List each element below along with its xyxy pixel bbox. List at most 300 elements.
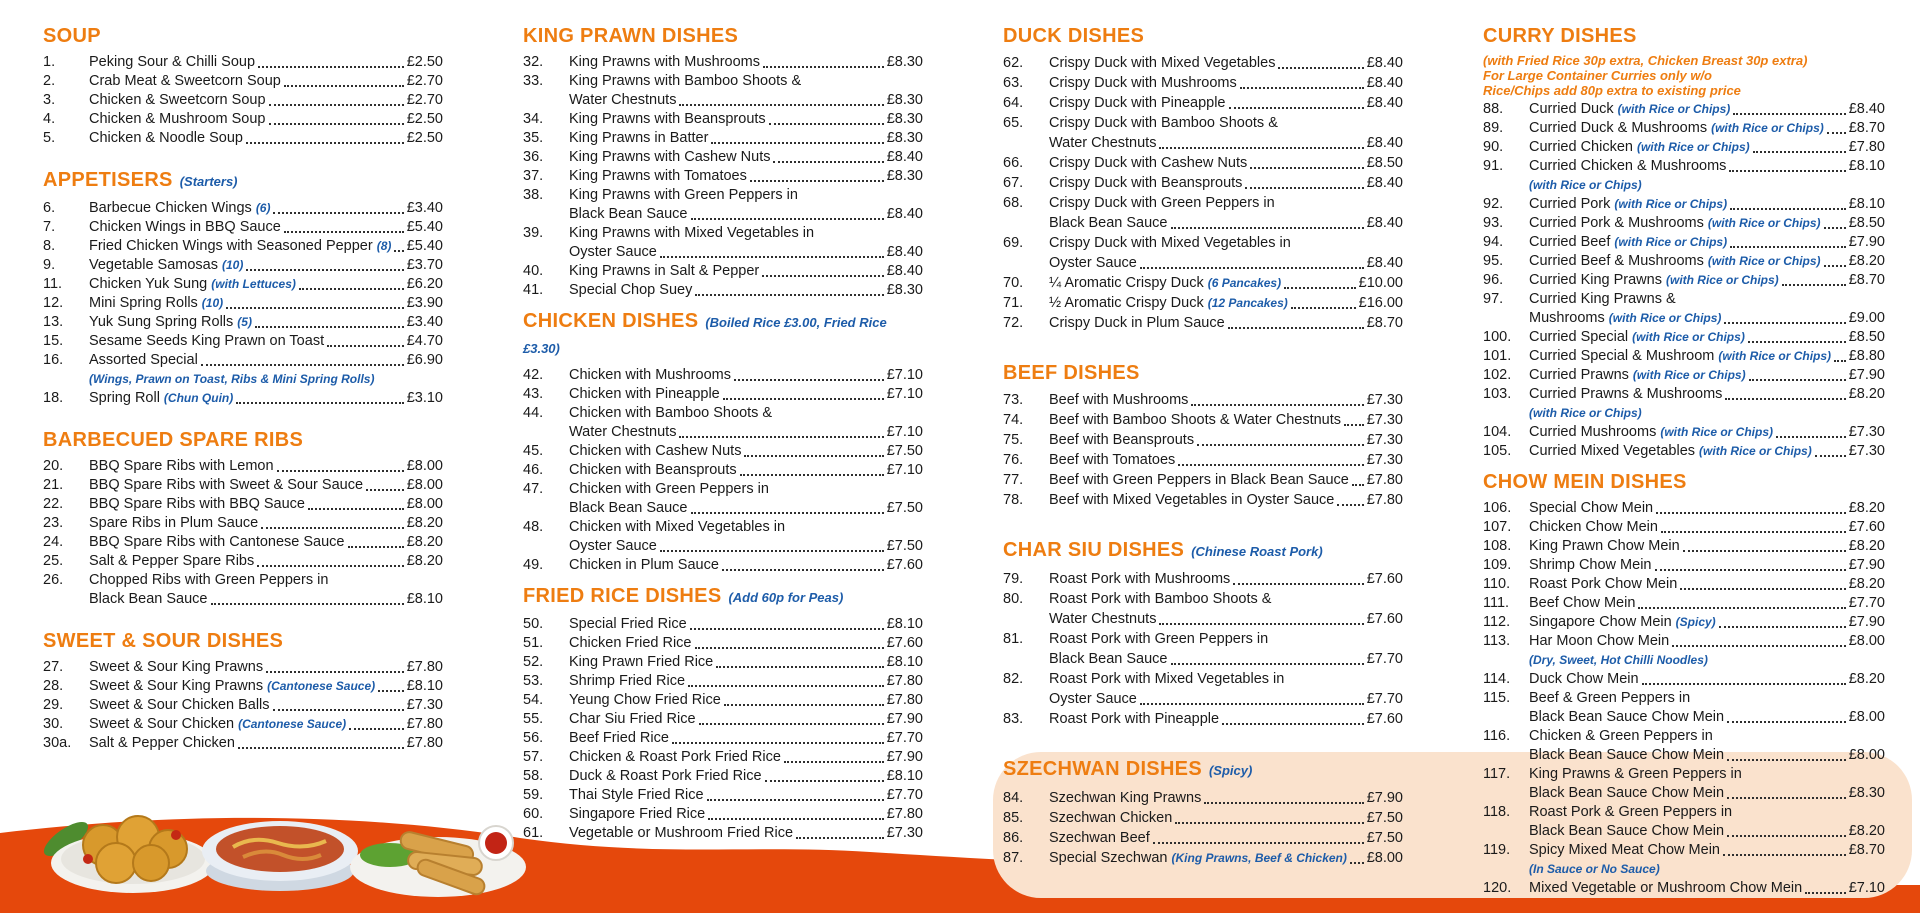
item-price: £8.80: [1848, 348, 1885, 364]
item-name: [1049, 390, 1188, 410]
item-price: £2.50: [406, 54, 443, 70]
dot-leader: [1733, 113, 1845, 115]
item-number: 12.: [43, 295, 64, 311]
item-name-text: Black Bean Sauce: [1049, 651, 1168, 667]
item-name-text: Chicken & Sweetcorn Soup: [89, 92, 266, 108]
item-number: 26.: [43, 572, 64, 588]
item-name-text: ½ Aromatic Crispy Duck: [1049, 295, 1204, 311]
section-title-text: CURRY DISHES: [1483, 25, 1637, 47]
menu-items-list: [523, 366, 923, 575]
dot-leader: [690, 628, 884, 630]
menu-item-row: [1003, 589, 1403, 609]
item-name: [89, 129, 243, 148]
item-price: £8.20: [1848, 671, 1885, 687]
item-price: £7.80: [886, 673, 923, 689]
item-name-text: BBQ Spare Ribs with Lemon: [89, 458, 274, 474]
item-name: [1529, 841, 1720, 860]
dot-leader: [740, 474, 884, 476]
dot-leader: [1655, 569, 1846, 571]
dot-leader: [366, 489, 404, 491]
item-name-text: King Prawns with Cashew Nuts: [569, 149, 771, 165]
item-name-text: Crispy Duck with Mushrooms: [1049, 75, 1237, 91]
item-number: 49.: [523, 557, 544, 573]
item-name-text: Yuk Sung Spring Rolls: [89, 314, 234, 330]
menu-item-row: [43, 332, 443, 351]
menu-item-row: [1003, 848, 1403, 868]
item-inline-note: (12 Pancakes): [1207, 296, 1288, 310]
menu-item-row: [43, 199, 443, 218]
item-name-text: Chicken & Mushroom Soup: [89, 111, 266, 127]
item-inline-note: (with Rice or Chips): [1529, 406, 1642, 420]
menu-item-row: [1003, 313, 1403, 333]
item-number: 23.: [43, 515, 64, 531]
menu-item-row: [43, 91, 443, 110]
item-name-text: BBQ Spare Ribs with BBQ Sauce: [89, 496, 305, 512]
item-name: [1529, 442, 1812, 461]
menu-item-row: [523, 461, 923, 480]
item-name: [89, 72, 281, 91]
item-number: 97.: [1483, 291, 1504, 307]
item-price: £8.30: [886, 282, 923, 298]
menu-item-row: [1483, 575, 1885, 594]
menu-item-row: [1003, 113, 1403, 133]
item-name-text: Oyster Sauce: [569, 538, 657, 554]
menu-section: [1003, 24, 1403, 333]
item-name-text: Curried Chicken & Mushrooms: [1529, 158, 1727, 174]
item-price: £7.90: [1366, 790, 1403, 806]
item-price: £7.90: [886, 711, 923, 727]
item-number: 38.: [523, 187, 544, 203]
dot-leader: [1191, 404, 1363, 406]
item-inline-note: (with Rice or Chips): [1529, 178, 1642, 192]
item-price: £3.70: [406, 257, 443, 273]
item-name-text: Curried Prawns: [1529, 367, 1629, 383]
item-name-text: Crispy Duck in Plum Sauce: [1049, 315, 1225, 331]
menu-item-row: [523, 129, 923, 148]
dot-leader: [1291, 307, 1356, 309]
item-price: £8.40: [1366, 135, 1403, 151]
dot-leader: [257, 565, 403, 567]
item-name: [569, 805, 705, 824]
section-title-text: BARBECUED SPARE RIBS: [43, 429, 304, 451]
item-price: £7.80: [1848, 139, 1885, 155]
item-name-text: Curried King Prawns: [1529, 272, 1662, 288]
dot-leader: [1178, 464, 1363, 466]
item-price: £7.10: [886, 462, 923, 478]
item-name: [1529, 366, 1746, 385]
menu-section: [43, 629, 443, 753]
menu-item-row: [1003, 649, 1403, 669]
item-price: £3.40: [406, 200, 443, 216]
item-name: [89, 715, 346, 734]
item-inline-note: (with Rice or Chips): [1632, 330, 1745, 344]
menu-item-row: [1003, 689, 1403, 709]
dot-leader: [660, 256, 884, 258]
menu-item-row: [1483, 765, 1885, 784]
menu-item-row: [1003, 609, 1403, 629]
item-price: £7.80: [886, 806, 923, 822]
menu-item-row: [43, 715, 443, 734]
item-number: 102.: [1483, 367, 1512, 383]
item-name: [89, 571, 328, 590]
item-price: £8.40: [1366, 215, 1403, 231]
section-title-text: SOUP: [43, 25, 101, 47]
item-name: [89, 370, 374, 389]
item-name-text: Chicken with Mixed Vegetables in: [569, 519, 786, 535]
menu-item-row: [523, 729, 923, 748]
item-name-text: Special Szechwan: [1049, 850, 1168, 866]
menu-items-list: [1483, 499, 1885, 898]
menu-item-row: [1003, 430, 1403, 450]
menu-item-row: [523, 442, 923, 461]
menu-item-row: [1483, 632, 1885, 651]
item-name: [569, 461, 737, 480]
section-heading: [1483, 24, 1885, 48]
dot-leader: [763, 66, 884, 68]
menu-item-row: [43, 495, 443, 514]
menu-section: [1003, 361, 1403, 510]
item-name: [569, 281, 692, 300]
item-number: 93.: [1483, 215, 1504, 231]
item-price: £8.50: [1366, 155, 1403, 171]
item-number: 107.: [1483, 519, 1512, 535]
dot-leader: [1250, 167, 1363, 169]
item-name-text: Char Siu Fried Rice: [569, 711, 696, 727]
section-pre-note: Rice/Chips add 80p extra to existing price: [1483, 83, 1741, 98]
item-name: [1529, 252, 1821, 271]
section-heading: [1003, 538, 1403, 564]
item-name-text: ¼ Aromatic Crispy Duck: [1049, 275, 1204, 291]
item-name: [1049, 93, 1226, 113]
item-name: [89, 110, 266, 129]
item-name: [1529, 119, 1824, 138]
menu-item-row: [1483, 556, 1885, 575]
item-name-text: Beef with Tomatoes: [1049, 452, 1176, 468]
item-name: [569, 72, 801, 91]
item-number: 116.: [1483, 728, 1511, 744]
item-name-text: King Prawns with Beansprouts: [569, 111, 766, 127]
item-name: [569, 442, 741, 461]
menu-item-row: [1483, 119, 1885, 138]
dot-leader: [1729, 170, 1845, 172]
dot-leader: [1175, 822, 1363, 824]
item-inline-note: (with Rice or Chips): [1660, 425, 1773, 439]
item-name-text: Black Bean Sauce Chow Mein: [1529, 785, 1725, 801]
dot-leader: [1748, 341, 1846, 343]
item-name: [1049, 313, 1225, 333]
item-name-text: Spicy Mixed Meat Chow Mein: [1529, 842, 1720, 858]
item-inline-note: (King Prawns, Beef & Chicken): [1171, 851, 1347, 865]
item-number: 90.: [1483, 139, 1504, 155]
section-heading: [523, 584, 923, 610]
item-number: 16.: [43, 352, 64, 368]
dot-leader: [1228, 327, 1364, 329]
menu-item-row: [1003, 450, 1403, 470]
item-inline-note: (Cantonese Sauce): [238, 717, 347, 731]
dot-leader: [1749, 379, 1846, 381]
dot-leader: [1171, 227, 1364, 229]
menu-item-row: [1483, 328, 1885, 347]
item-price: £8.50: [1848, 215, 1885, 231]
item-name-text: Black Bean Sauce Chow Mein: [1529, 823, 1725, 839]
item-number: 21.: [43, 477, 64, 493]
dot-leader: [796, 837, 884, 839]
item-name-text: Chicken with Pineapple: [569, 386, 720, 402]
item-name: [569, 518, 785, 537]
item-number: 8.: [43, 238, 56, 254]
item-name-text: King Prawns with Mushrooms: [569, 54, 760, 70]
menu-item-row: [1483, 442, 1885, 461]
dot-leader: [723, 398, 884, 400]
item-name: [1529, 651, 1708, 670]
item-number: 61.: [523, 825, 544, 841]
item-name: [569, 748, 781, 767]
item-name-text: Roast Pork with Green Peppers in: [1049, 631, 1269, 647]
item-number: 108.: [1483, 538, 1512, 554]
menu-item-row: [1003, 569, 1403, 589]
dot-leader: [1661, 531, 1846, 533]
dot-leader: [724, 704, 884, 706]
item-price: £7.70: [1366, 691, 1403, 707]
item-name-text: Vegetable or Mushroom Fried Rice: [569, 825, 794, 841]
menu-item-row: [523, 480, 923, 499]
menu-item-row: [1483, 841, 1885, 860]
item-price: £8.30: [886, 92, 923, 108]
item-number: 4.: [43, 111, 56, 127]
item-name-text: Roast Pork Chow Mein: [1529, 576, 1678, 592]
item-number: 30a.: [43, 735, 72, 751]
menu-items-list: [43, 658, 443, 753]
item-name-text: Fried Chicken Wings with Seasoned Pepper: [89, 238, 373, 254]
item-name-text: King Prawn Chow Mein: [1529, 538, 1680, 554]
item-price: £7.70: [886, 730, 923, 746]
item-name: [569, 710, 696, 729]
item-name-text: Beef Chow Mein: [1529, 595, 1636, 611]
dot-leader: [299, 288, 404, 290]
item-name: [1529, 423, 1773, 442]
item-name-text: Crispy Duck with Green Peppers in: [1049, 195, 1275, 211]
item-price: £4.70: [406, 333, 443, 349]
item-price: £8.00: [406, 458, 443, 474]
item-inline-note: (6): [255, 201, 271, 215]
item-price: £8.40: [1366, 55, 1403, 71]
item-price: £7.60: [886, 557, 923, 573]
item-name-text: Oyster Sauce: [1049, 255, 1137, 271]
item-name-text: Crab Meat & Sweetcorn Soup: [89, 73, 281, 89]
dot-leader: [773, 161, 883, 163]
item-name-text: Chicken with Mushrooms: [569, 367, 731, 383]
menu-item-row: [1003, 390, 1403, 410]
dot-leader: [1656, 512, 1846, 514]
menu-item-row: [523, 748, 923, 767]
item-name: [1049, 293, 1288, 313]
item-number: 5.: [43, 130, 56, 146]
dot-leader: [1642, 683, 1846, 685]
section-title-text: KING PRAWN DISHES: [523, 25, 739, 47]
menu-item-row: [1483, 860, 1885, 879]
dot-leader: [688, 685, 884, 687]
item-price: £8.40: [1366, 175, 1403, 191]
item-price: £8.20: [1848, 576, 1885, 592]
item-price: £8.40: [1366, 95, 1403, 111]
menu-item-row: [523, 224, 923, 243]
dot-leader: [1824, 265, 1846, 267]
item-number: 104.: [1483, 424, 1512, 440]
item-name-text: Special Fried Rice: [569, 616, 687, 632]
item-number: 71.: [1003, 295, 1024, 311]
dot-leader: [765, 780, 884, 782]
item-price: £8.00: [1848, 633, 1885, 649]
dot-leader: [1222, 723, 1364, 725]
item-number: 47.: [523, 481, 544, 497]
item-name: [569, 653, 713, 672]
dot-leader: [201, 364, 404, 366]
menu-item-row: [43, 590, 443, 609]
dot-leader: [1827, 132, 1846, 134]
dot-leader: [1727, 797, 1846, 799]
item-name: [1049, 649, 1168, 669]
dot-leader: [1727, 721, 1846, 723]
item-name: [1529, 499, 1653, 518]
item-number: 112.: [1483, 614, 1511, 630]
dot-leader: [349, 728, 404, 730]
item-number: 56.: [523, 730, 544, 746]
dot-leader: [1730, 208, 1846, 210]
item-price: £8.40: [1366, 75, 1403, 91]
item-number: 27.: [43, 659, 64, 675]
item-name-text: Curried Prawns & Mushrooms: [1529, 386, 1723, 402]
item-price: £5.40: [406, 219, 443, 235]
item-name: [1529, 518, 1658, 537]
dot-leader: [672, 742, 884, 744]
menu-items-list: [1003, 390, 1403, 510]
menu-item-row: [1003, 669, 1403, 689]
item-price: £7.80: [406, 716, 443, 732]
item-price: £8.40: [1366, 255, 1403, 271]
item-number: 28.: [43, 678, 64, 694]
item-number: 53.: [523, 673, 544, 689]
item-name: [1529, 214, 1821, 233]
menu-item-row: [43, 476, 443, 495]
dot-leader: [1723, 854, 1846, 856]
item-price: £8.70: [1848, 842, 1885, 858]
item-name: [1049, 709, 1219, 729]
dot-leader: [226, 307, 404, 309]
item-number: 103.: [1483, 386, 1512, 402]
item-name-text: King Prawns in Batter: [569, 130, 709, 146]
menu-item-row: [523, 110, 923, 129]
item-number: 3.: [43, 92, 56, 108]
dot-leader: [284, 231, 404, 233]
dot-leader: [1350, 862, 1364, 864]
menu-item-row: [523, 672, 923, 691]
dot-leader: [784, 761, 884, 763]
item-name-text: Beef Fried Rice: [569, 730, 669, 746]
item-name-text: Chicken in Plum Sauce: [569, 557, 719, 573]
item-price: £8.70: [1848, 120, 1885, 136]
item-price: £7.50: [886, 538, 923, 554]
item-price: £8.20: [406, 515, 443, 531]
item-price: £2.50: [406, 130, 443, 146]
item-name-text: Chicken Chow Mein: [1529, 519, 1658, 535]
item-name: [89, 313, 252, 332]
item-name-text: Curried Beef & Mushrooms: [1529, 253, 1704, 269]
menu-item-row: [43, 370, 443, 389]
food-photos-illustration: [18, 763, 538, 913]
item-inline-note: (8): [376, 239, 392, 253]
dot-leader: [1824, 227, 1846, 229]
item-name: [569, 729, 669, 748]
item-name-text: Oyster Sauce: [1049, 691, 1137, 707]
item-number: 81.: [1003, 631, 1024, 647]
item-name: [89, 275, 296, 294]
menu-item-row: [1483, 879, 1885, 898]
item-number: 69.: [1003, 235, 1024, 251]
item-price: £8.30: [1848, 785, 1885, 801]
item-price: £8.10: [1848, 158, 1885, 174]
dot-leader: [1284, 287, 1356, 289]
item-number: 100.: [1483, 329, 1512, 345]
item-name: [1049, 569, 1230, 589]
item-name-text: Beef with Bamboo Shoots & Water Chestnuts: [1049, 412, 1342, 428]
item-name: [1529, 138, 1750, 157]
dot-leader: [348, 546, 404, 548]
menu-item-row: [1483, 366, 1885, 385]
menu-item-row: [523, 518, 923, 537]
dot-leader: [1159, 623, 1363, 625]
item-name-text: Oyster Sauce: [569, 244, 657, 260]
dot-leader: [1159, 147, 1363, 149]
dot-leader: [1638, 607, 1845, 609]
dot-leader: [1834, 360, 1846, 362]
menu-items-list: [43, 53, 443, 148]
item-name-text: Singapore Chow Mein: [1529, 614, 1672, 630]
item-name-text: Chicken & Noodle Soup: [89, 130, 243, 146]
item-price: £8.30: [886, 168, 923, 184]
menu-item-row: [43, 351, 443, 370]
menu-item-row: [523, 91, 923, 110]
item-name-text: Black Bean Sauce Chow Mein: [1529, 709, 1725, 725]
dot-leader: [255, 326, 404, 328]
item-name: [1049, 73, 1237, 93]
dot-leader: [695, 294, 883, 296]
item-number: 9.: [43, 257, 56, 273]
section-pre-note: (with Fried Rice 30p extra, Chicken Breast 30p extra): [1483, 53, 1808, 68]
item-number: 92.: [1483, 196, 1504, 212]
section-title-text: FRIED RICE DISHES: [523, 585, 722, 607]
item-price: £5.40: [406, 238, 443, 254]
item-number: 66.: [1003, 155, 1024, 171]
item-number: 94.: [1483, 234, 1504, 250]
item-name: [569, 186, 798, 205]
menu-item-row: [43, 313, 443, 332]
item-inline-note: (Dry, Sweet, Hot Chilli Noodles): [1529, 653, 1708, 667]
dot-leader: [269, 104, 404, 106]
section-heading: [43, 24, 443, 48]
item-price: £7.30: [1366, 452, 1403, 468]
dot-leader: [1724, 322, 1845, 324]
item-inline-note: (with Rice or Chips): [1718, 349, 1832, 363]
menu-item-row: [1483, 347, 1885, 366]
menu-item-row: [1483, 290, 1885, 309]
menu-items-list: [1003, 788, 1403, 868]
item-inline-note: (with Rice or Chips): [1711, 121, 1824, 135]
item-name: [89, 256, 243, 275]
dot-leader: [211, 603, 404, 605]
item-number: 11.: [43, 276, 63, 292]
item-name-text: Water Chestnuts: [1049, 611, 1157, 627]
item-price: £8.40: [886, 149, 923, 165]
